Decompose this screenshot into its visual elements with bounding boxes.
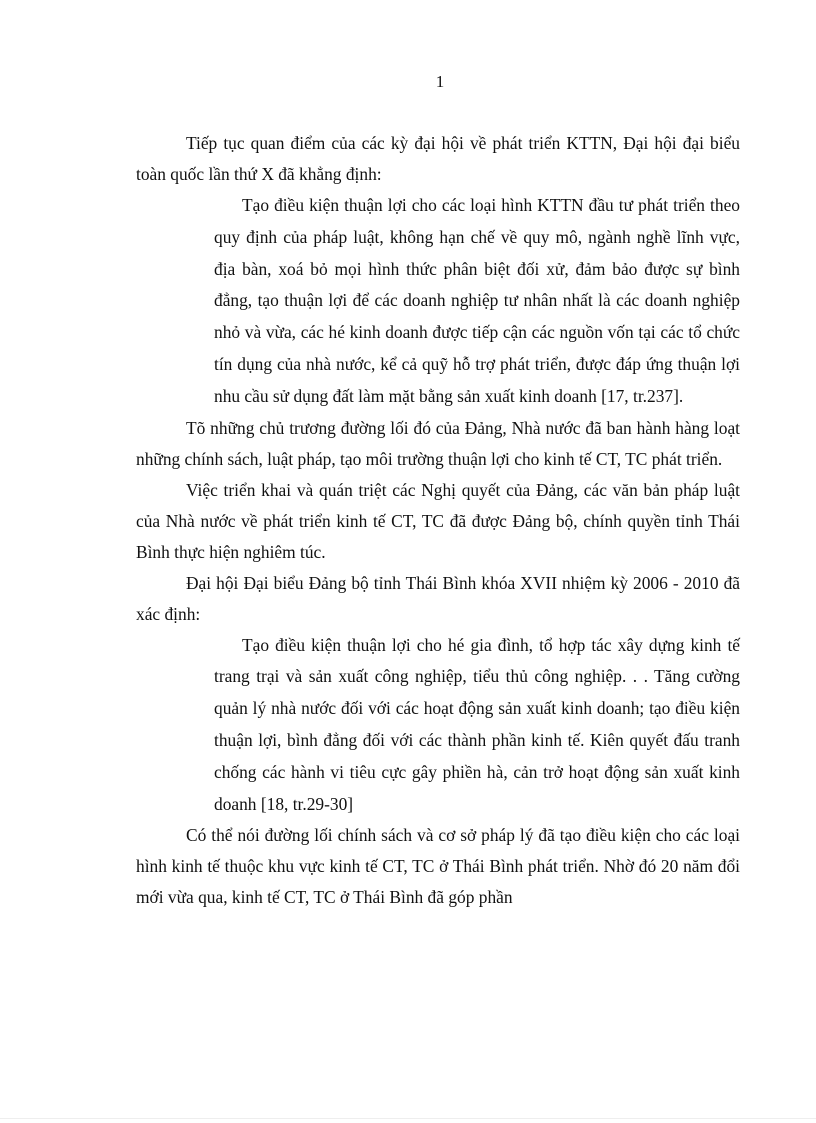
page-bottom-divider bbox=[0, 1118, 816, 1119]
paragraph: Việc triển khai và quán triệt các Nghị quyết của Đảng, các văn bản pháp luật của Nhà nước về phát triển kinh tế CT, TC đã được Đảng bộ, chính quyền tỉnh Thái Bình thực hiện nghiêm túc. bbox=[136, 479, 740, 562]
body-text bbox=[136, 128, 740, 913]
paragraph: Có thể nói đường lối chính sách và cơ sở pháp lý đã tạo điều kiện cho các loại hình kinh tế thuộc khu vực kinh tế CT, TC ở Thái Bình phát triển. Nhờ đó 20 năm đổi mới vừa qua, kinh tế CT, TC ở Thái Bình đã góp phần bbox=[136, 825, 740, 908]
paragraph: Đại hội Đại biểu Đảng bộ tỉnh Thái Bình khóa XVII nhiệm kỳ 2006 - 2010 đã xác định: bbox=[136, 572, 740, 624]
block-quote: Tạo điều kiện thuận lợi cho hé gia đình, tổ hợp tác xây dựng kinh tế trang trại và sản xuất công nghiệp, tiểu thủ công nghiệp. . . Tăng cường quản lý nhà nước đối với các hoạt động sản xuất kinh doanh; tạo điều kiện thuận lợi, bình đẳng đối với các thành phần kinh tế. Kiên quyết đấu tranh chống các hành vi tiêu cực gây phiền hà, cản trở hoạt động sản xuất kinh doanh [18, tr.29-30] bbox=[214, 634, 740, 814]
page-number: 1 bbox=[435, 72, 445, 91]
paragraph: Tõ những chủ trương đường lối đó của Đảng, Nhà nước đã ban hành hàng loạt những chính sách, luật pháp, tạo môi trường thuận lợi cho kinh tế CT, TC phát triển. bbox=[136, 417, 740, 469]
paragraph: Tiếp tục quan điểm của các kỳ đại hội về phát triển KTTN, Đại hội đại biểu toàn quốc lần thứ X đã khẳng định: bbox=[136, 133, 740, 184]
block-quote: Tạo điều kiện thuận lợi cho các loại hình KTTN đầu tư phát triển theo quy định của pháp luật, không hạn chế về quy mô, ngành nghề lĩnh vực, địa bàn, xoá bỏ mọi hình thức phân biệt đối xử, đảm bảo được sự bình đẳng, tạo thuận lợi để các doanh nghiệp tư nhân nhất là các doanh nghiệp nhỏ và vừa, các hé kinh doanh được tiếp cận các nguồn vốn tại các tổ chức tín dụng của nhà nước, kể cả quỹ hỗ trợ phát triển, được đáp ứng thuận lợi nhu cầu sử dụng đất làm mặt bằng sản xuất kinh doanh [17, tr.237]. bbox=[214, 195, 740, 406]
